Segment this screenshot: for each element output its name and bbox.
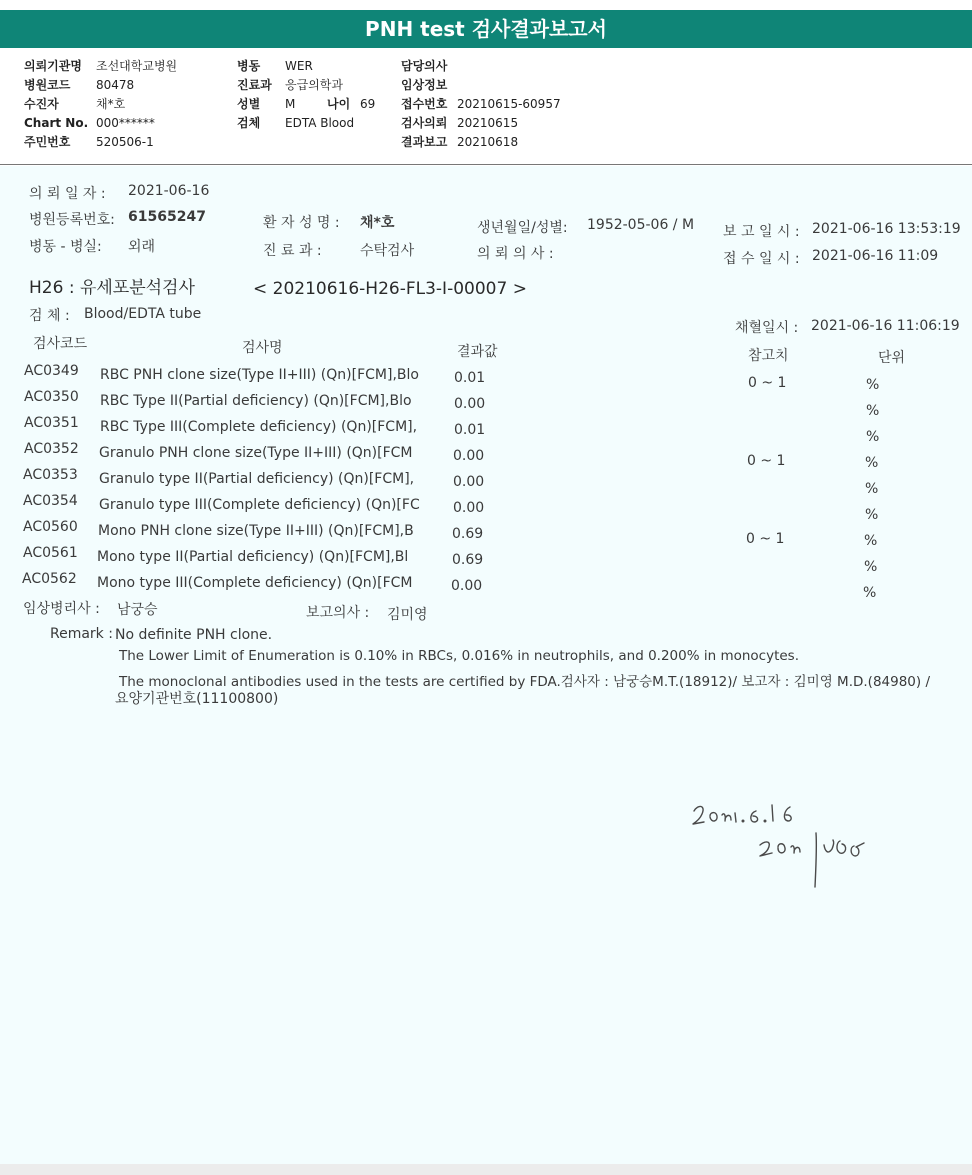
row-name: RBC Type III(Complete deficiency) (Qn)[FCM],	[100, 419, 418, 435]
col-header-ref: 참고치	[748, 348, 789, 364]
collection-datetime: 2021-06-16 11:06:19	[811, 318, 960, 334]
row-result: 0.69	[452, 552, 484, 568]
header-value: 000******	[96, 116, 155, 130]
receipt-datetime-label: 접 수 일 시 :	[723, 251, 800, 267]
row-code: AC0350	[24, 389, 79, 405]
row-code: AC0349	[24, 363, 79, 379]
header-divider	[0, 164, 972, 165]
doctor-label: 의 뢰 의 사 :	[477, 246, 554, 262]
row-result: 0.00	[453, 500, 485, 516]
collection-datetime-label: 채혈일시 :	[735, 320, 799, 336]
col-header-name: 검사명	[242, 340, 283, 356]
header-label: 검체	[237, 116, 261, 130]
report-datetime: 2021-06-16 13:53:19	[812, 221, 961, 237]
col-header-unit: 단위	[878, 350, 906, 366]
header-label: 임상정보	[401, 78, 448, 92]
row-name: Mono type II(Partial deficiency) (Qn)[FCM],Bl	[97, 549, 409, 565]
row-name: Mono type III(Complete deficiency) (Qn)[FCM	[97, 575, 413, 591]
specimen: Blood/EDTA tube	[84, 306, 202, 322]
reg-no-label: 병원등록번호:	[29, 212, 115, 228]
row-code: AC0354	[23, 493, 78, 509]
row-result: 0.01	[454, 370, 486, 386]
row-result: 0.00	[454, 396, 486, 412]
header-label: 담당의사	[401, 59, 448, 73]
header-col-1	[24, 57, 177, 152]
age-label: 나이	[327, 97, 351, 111]
header-label: 접수번호	[401, 97, 448, 111]
header-value: EDTA Blood	[285, 116, 355, 130]
header-value: 520506-1	[96, 135, 154, 149]
row-unit: %	[865, 507, 879, 523]
row-result: 0.69	[452, 526, 484, 542]
pathologist-label: 임상병리사 :	[23, 601, 100, 617]
row-name: RBC Type II(Partial deficiency) (Qn)[FCM],Blo	[100, 393, 412, 409]
row-unit: %	[863, 585, 877, 601]
row-ref: 0 ~ 1	[746, 531, 785, 547]
col-header-code: 검사코드	[33, 336, 88, 352]
reporter-label: 보고의사 :	[306, 605, 370, 621]
remark-line: No definite PNH clone.	[115, 627, 273, 643]
report-datetime-label: 보 고 일 시 :	[723, 224, 800, 240]
header-label: 성별	[237, 97, 261, 111]
age-value: 69	[360, 97, 376, 111]
accession-number: < 20210616-H26-FL3-I-00007 >	[253, 279, 527, 299]
row-code: AC0353	[23, 467, 78, 483]
remark-line: The monoclonal antibodies used in the tests are certified by FDA.검사자 : 남궁승M.T.(18912)/ 보고자 : 김미영 M.D.(84980) /	[119, 674, 930, 690]
specimen-label: 검 체 :	[29, 308, 70, 324]
dept: 수탁검사	[360, 243, 415, 259]
row-unit: %	[866, 403, 880, 419]
header-label: Chart No.	[24, 116, 89, 130]
row-unit: %	[865, 481, 879, 497]
request-date: 2021-06-16	[128, 183, 210, 199]
remark-label: Remark :	[50, 626, 113, 642]
remark-line: 요양기관번호(11100800)	[115, 691, 279, 707]
header-label: 주민번호	[24, 135, 71, 149]
row-code: AC0560	[23, 519, 78, 535]
row-unit: %	[865, 455, 879, 471]
row-code: AC0352	[24, 441, 79, 457]
pathologist: 남궁승	[117, 602, 158, 618]
receipt-datetime: 2021-06-16 11:09	[812, 248, 939, 264]
header-value: 채*호	[96, 97, 126, 111]
row-result: 0.00	[451, 578, 483, 594]
row-unit: %	[864, 559, 878, 575]
header-col-3	[401, 57, 561, 152]
header-label: 수진자	[24, 97, 59, 111]
row-ref: 0 ~ 1	[747, 453, 786, 469]
row-result: 0.01	[454, 422, 486, 438]
row-unit: %	[866, 429, 880, 445]
reg-no: 61565247	[128, 209, 206, 225]
row-name: Mono PNH clone size(Type II+III) (Qn)[FCM],B	[98, 523, 414, 539]
section-heading: H26 : 유세포분석검사	[29, 278, 195, 298]
report-title: PNH test 검사결과보고서	[0, 10, 972, 48]
ward-label: 병동 - 병실:	[29, 239, 102, 255]
row-code: AC0351	[24, 415, 79, 431]
header-value: M	[285, 97, 296, 111]
header-value: 20210615-60957	[457, 97, 561, 111]
header-value: 80478	[96, 78, 135, 92]
header-value: WER	[285, 59, 313, 73]
header-label: 결과보고	[401, 135, 448, 149]
ward: 외래	[128, 239, 156, 255]
row-code: AC0562	[22, 571, 77, 587]
row-unit: %	[866, 377, 880, 393]
patient-name-label: 환 자 성 명 :	[263, 215, 340, 231]
row-result: 0.00	[453, 474, 485, 490]
remark-line: The Lower Limit of Enumeration is 0.10% in RBCs, 0.016% in neutrophils, and 0.200% in monocytes.	[119, 648, 800, 664]
patient-name: 채*호	[360, 215, 395, 231]
header-value: 20210615	[457, 116, 519, 130]
dob-sex: 1952-05-06 / M	[587, 217, 695, 233]
header-label: 진료과	[237, 78, 272, 92]
request-date-label: 의 뢰 일 자 :	[29, 186, 106, 202]
header-value: 조선대학교병원	[96, 59, 178, 73]
dob-sex-label: 생년월일/성별:	[477, 220, 568, 236]
row-name: Granulo PNH clone size(Type II+III) (Qn)[FCM	[99, 445, 413, 461]
header-label: 의뢰기관명	[24, 59, 82, 73]
row-name: Granulo type II(Partial deficiency) (Qn)[FCM],	[99, 471, 415, 487]
header-value: 응급의학과	[285, 78, 343, 92]
row-name: RBC PNH clone size(Type II+III) (Qn)[FCM],Blo	[100, 367, 419, 383]
row-ref: 0 ~ 1	[748, 375, 787, 391]
header-col-2	[237, 57, 375, 133]
handwritten-signature	[688, 795, 888, 895]
header-label: 병원코드	[24, 78, 71, 92]
page-footer-strip	[0, 1164, 972, 1175]
dept-label: 진 료 과 :	[263, 243, 322, 259]
row-code: AC0561	[23, 545, 78, 561]
row-result: 0.00	[453, 448, 485, 464]
row-unit: %	[864, 533, 878, 549]
col-header-result: 결과값	[457, 344, 498, 360]
row-name: Granulo type III(Complete deficiency) (Qn)[FC	[99, 497, 420, 513]
reporter: 김미영	[387, 607, 428, 623]
header-value: 20210618	[457, 135, 519, 149]
header-label: 검사의뢰	[401, 116, 448, 130]
header-label: 병동	[237, 59, 261, 73]
